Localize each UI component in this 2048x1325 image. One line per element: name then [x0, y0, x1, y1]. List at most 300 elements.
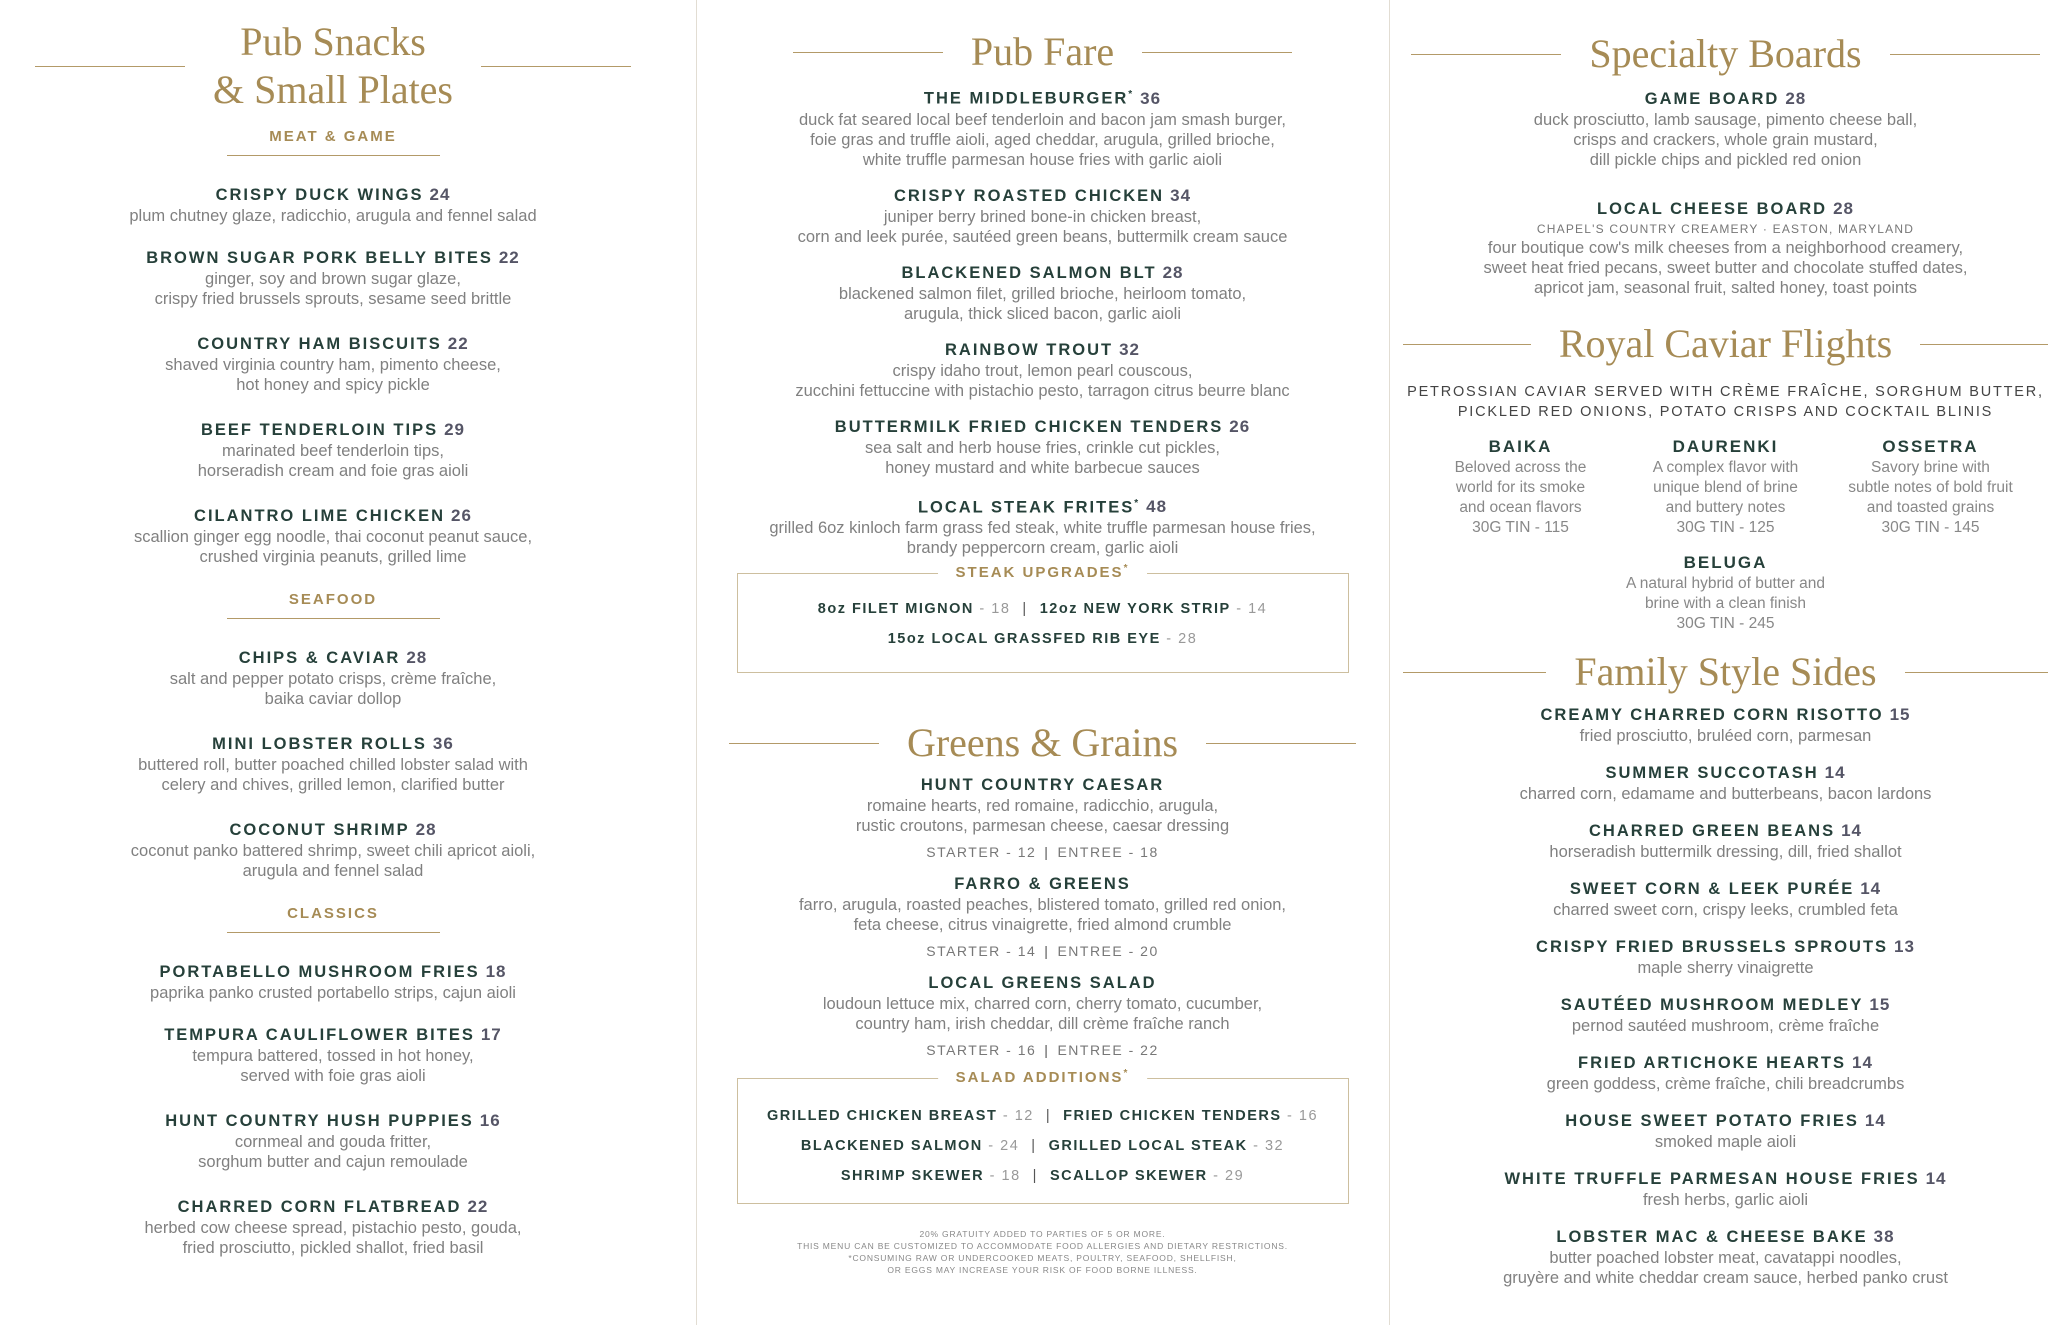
menu-item [696, 84, 1389, 170]
item-name-row [1403, 1110, 2048, 1132]
item-description: country ham, irish cheddar, dill crème fraîche ranch [855, 1015, 1230, 1033]
item-description: foie gras and truffle aioli, aged cheddar, arugula, grilled brioche, [810, 130, 1275, 149]
heading-rule [1403, 672, 1546, 673]
item-price: 17 [480, 1025, 502, 1044]
item-price: 28 [406, 648, 428, 667]
caviar-flight [1623, 436, 1828, 538]
item-price: 14 [1824, 763, 1846, 782]
caviar-price: 30G TIN - 125 [1676, 519, 1775, 536]
steak-upgrades-row [738, 594, 1348, 624]
item-name: CRISPY DUCK WINGS [215, 186, 424, 204]
item-description: fried prosciutto, bruléed corn, parmesan [1579, 727, 1872, 745]
addon-name: GRILLED LOCAL STEAK [1048, 1138, 1248, 1154]
item-price: 26 [1229, 416, 1251, 436]
item-name: SUMMER SUCCOTASH [1605, 764, 1819, 782]
item-description: horseradish cream and foie gras aioli [197, 462, 469, 480]
caviar-description: and toasted grains [1866, 499, 1995, 516]
salad-additions-label-text: SALAD ADDITIONS [955, 1069, 1124, 1086]
menu-item [1403, 820, 2048, 862]
item-name-row [696, 775, 1389, 796]
steak-upgrades [737, 563, 1349, 673]
specialty-boards-heading [1403, 30, 2048, 78]
item-description: green goddess, crème fraîche, chili breadcrumbs [1546, 1075, 1905, 1093]
item-description: herbed cow cheese spread, pistachio pesto, gouda, [144, 1219, 522, 1237]
item-name-row [696, 185, 1389, 207]
item-description: zucchini fettuccine with pistachio pesto, tarragon citrus beurre blanc [795, 381, 1290, 400]
royal-caviar-heading [1403, 320, 2048, 368]
item-price: 28 [1785, 89, 1807, 108]
item-name-row [1403, 878, 2048, 900]
item-description: marinated beef tenderloin tips, [222, 442, 444, 460]
separator: | [1044, 943, 1050, 959]
item-name: LOCAL GREENS SALAD [928, 974, 1157, 992]
item-name-row [0, 184, 666, 206]
menu-item [0, 1110, 666, 1172]
menu-item [0, 333, 666, 395]
menu-item [1403, 762, 2048, 804]
menu-item [1403, 198, 2048, 298]
item-description: juniper berry brined bone-in chicken breast, [883, 207, 1202, 226]
item-price: 14 [1841, 821, 1863, 840]
heading-rule [481, 66, 631, 67]
dash: - [1230, 601, 1249, 617]
item-name-row [1403, 994, 2048, 1016]
starter-entree-prices [696, 844, 1389, 860]
dash: - [1281, 1108, 1299, 1124]
pub-fare-title: Pub Fare [970, 29, 1115, 74]
item-description: charred corn, edamame and butterbeans, bacon lardons [1519, 785, 1932, 803]
entree-price: ENTREE - 18 [1057, 844, 1159, 860]
menu-item [696, 339, 1389, 401]
starter-price: STARTER - 14 [926, 943, 1037, 959]
item-price: 13 [1894, 937, 1915, 956]
item-description: white truffle parmesan house fries with garlic aioli [862, 150, 1223, 169]
item-name-row [1403, 198, 2048, 220]
steak-upgrades-row [738, 624, 1348, 654]
dash: - [984, 1168, 1002, 1184]
item-name: CILANTRO LIME CHICKEN [194, 507, 446, 525]
item-price: 29 [444, 420, 466, 439]
caviar-name: DAURENKI [1672, 437, 1779, 456]
item-description: baika caviar dollop [264, 690, 402, 708]
item-description: served with foie gras aioli [240, 1067, 426, 1085]
item-name-row [696, 339, 1389, 361]
item-description: dill pickle chips and pickled red onion [1589, 151, 1862, 169]
steak-upgrades-list [738, 574, 1348, 654]
starter-entree-prices [696, 1042, 1389, 1058]
category-label: CLASSICS [287, 905, 379, 922]
category-header [0, 591, 666, 619]
caviar-row [1403, 552, 2048, 634]
item-name: CHIPS & CAVIAR [238, 649, 401, 667]
item-description: charred sweet corn, crispy leeks, crumbled feta [1553, 901, 1898, 919]
menu-item [0, 419, 666, 481]
starter-price: STARTER - 16 [926, 1042, 1037, 1058]
caviar-price: 30G TIN - 115 [1472, 519, 1569, 536]
family-sides-heading [1403, 648, 2048, 696]
salad-additions-row [738, 1161, 1348, 1191]
item-name-row [0, 333, 666, 355]
pub-fare-heading [696, 28, 1389, 76]
asterisk-mark: * [1128, 89, 1135, 100]
heading-rule [1890, 54, 2040, 55]
caviar-description: A complex flavor with [1652, 459, 1799, 476]
item-name: SAUTÉED MUSHROOM MEDLEY [1560, 996, 1864, 1014]
menu-item [1403, 994, 2048, 1036]
category-underline [227, 932, 440, 933]
asterisk-mark: * [1134, 497, 1141, 509]
category-underline [227, 618, 440, 619]
item-price: 36 [1140, 88, 1162, 108]
item-name: CRISPY ROASTED CHICKEN [893, 186, 1165, 205]
footer-note: 20% GRATUITY ADDED TO PARTIES OF 5 OR MORE. [919, 1229, 1166, 1239]
item-name: FARRO & GREENS [954, 875, 1131, 893]
asterisk-mark: * [1123, 563, 1130, 574]
menu-item [696, 416, 1389, 478]
item-name-row [1403, 704, 2048, 726]
caviar-description: brine with a clean finish [1644, 595, 1807, 612]
pub-snacks-heading [0, 18, 666, 114]
caviar-price: 30G TIN - 145 [1881, 519, 1980, 536]
specialty-boards-title: Specialty Boards [1589, 31, 1862, 76]
menu-item [0, 1024, 666, 1086]
category-header [0, 128, 666, 156]
separator: | [1044, 844, 1050, 860]
item-name-row [696, 874, 1389, 895]
item-price: 48 [1146, 497, 1168, 516]
item-description: celery and chives, grilled lemon, clarified butter [161, 776, 505, 794]
addon-name: SCALLOP SKEWER [1049, 1168, 1208, 1184]
item-price: 14 [1864, 1111, 1886, 1130]
item-description: sea salt and herb house fries, crinkle cut pickles, [865, 438, 1220, 457]
item-name: HUNT COUNTRY CAESAR [920, 776, 1165, 794]
item-description: brandy peppercorn cream, garlic aioli [906, 539, 1179, 557]
footer-note: *CONSUMING RAW OR UNDERCOOKED MEATS, POULTRY, SEAFOOD, SHELLFISH, [848, 1253, 1237, 1263]
item-price: 14 [1860, 879, 1882, 898]
steak-upgrades-label [938, 563, 1148, 581]
caviar-flight [1828, 436, 2033, 538]
salad-additions [737, 1068, 1349, 1204]
caviar-name: BAIKA [1488, 437, 1553, 456]
caviar-description: and ocean flavors [1459, 499, 1582, 516]
item-description: crushed virginia peanuts, grilled lime [199, 548, 467, 566]
item-subtitle: CHAPEL'S COUNTRY CREAMERY · EASTON, MARYLAND [1536, 222, 1915, 236]
addon-price: 28 [1178, 631, 1198, 647]
item-name-row [1403, 88, 2048, 110]
steak-upgrades-label-text: STEAK UPGRADES [955, 564, 1124, 581]
caviar-description: world for its smoke [1455, 479, 1586, 496]
item-name-row [0, 819, 666, 841]
separator: | [1032, 1168, 1038, 1184]
column-divider [1389, 0, 1390, 1325]
item-name: LOCAL CHEESE BOARD [1597, 200, 1828, 218]
item-description: duck prosciutto, lamb sausage, pimento cheese ball, [1533, 111, 1918, 129]
caviar-row [1403, 436, 2048, 538]
footer-note: OR EGGS MAY INCREASE YOUR RISK OF FOOD BORNE ILLNESS. [887, 1265, 1198, 1275]
item-name-row [0, 1024, 666, 1046]
caviar-price: 30G TIN - 245 [1676, 615, 1775, 632]
item-name-row [696, 84, 1389, 110]
starter-price: STARTER - 12 [926, 844, 1037, 860]
menu-item [1403, 1168, 2048, 1210]
dash: - [997, 1108, 1015, 1124]
salad-additions-list [738, 1079, 1348, 1191]
item-name-row [0, 961, 666, 983]
addon-name: GRILLED CHICKEN BREAST [766, 1108, 998, 1124]
item-price: 15 [1889, 705, 1911, 724]
caviar-description: A natural hybrid of butter and [1625, 575, 1826, 592]
item-description: cornmeal and gouda fritter, [234, 1133, 432, 1151]
item-description: ginger, soy and brown sugar glaze, [205, 270, 461, 288]
menu-item [1403, 1226, 2048, 1288]
item-name-row [0, 247, 666, 269]
menu-item [696, 262, 1389, 324]
item-description: arugula and fennel salad [242, 862, 424, 880]
dash: - [982, 1138, 1001, 1154]
item-name-row [1403, 1226, 2048, 1248]
item-price: 28 [415, 820, 437, 839]
item-description: fresh herbs, garlic aioli [1642, 1191, 1809, 1209]
caviar-flight [1418, 436, 1623, 538]
item-name-row [1403, 1052, 2048, 1074]
addon-name: 15oz LOCAL GRASSFED RIB EYE [887, 631, 1161, 647]
menu-item [1403, 704, 2048, 746]
item-name: THE MIDDLEBURGER [923, 89, 1129, 108]
item-description: crispy idaho trout, lemon pearl couscous, [892, 361, 1193, 380]
heading-rule [793, 52, 943, 53]
item-description: butter poached lobster meat, cavatappi noodles, [1549, 1249, 1902, 1267]
heading-rule [1403, 344, 1531, 345]
separator: | [1044, 1042, 1050, 1058]
salad-additions-row [738, 1101, 1348, 1131]
category-underline [227, 155, 440, 156]
item-description: salt and pepper potato crisps, crème fraîche, [169, 670, 497, 688]
separator: | [1022, 601, 1028, 617]
item-name-row [1403, 1168, 2048, 1190]
caviar-description: unique blend of brine [1653, 479, 1798, 496]
item-name: CHARRED GREEN BEANS [1588, 822, 1836, 840]
item-description: gruyère and white cheddar cream sauce, herbed panko crust [1503, 1269, 1948, 1287]
item-name: TEMPURA CAULIFLOWER BITES [164, 1026, 475, 1044]
addon-name: SHRIMP SKEWER [840, 1168, 985, 1184]
caviar-intro-line: PETROSSIAN CAVIAR SERVED WITH CRÈME FRAÎCHE, SORGHUM BUTTER, [1407, 384, 2044, 400]
item-description: paprika panko crusted portabello strips, cajun aioli [150, 984, 516, 1002]
item-description: farro, arugula, roasted peaches, blistered tomato, grilled red onion, [798, 896, 1287, 914]
category-label: MEAT & GAME [269, 128, 397, 145]
footer-notes [696, 1228, 1389, 1276]
item-price: 36 [432, 734, 454, 753]
entree-price: ENTREE - 20 [1057, 943, 1159, 959]
addon-price: 24 [1000, 1138, 1020, 1154]
item-price: 22 [467, 1197, 489, 1216]
family-sides-title: Family Style Sides [1574, 649, 1877, 694]
heading-rule [1920, 344, 2048, 345]
menu-item [1403, 88, 2048, 170]
item-name: CRISPY FRIED BRUSSELS SPROUTS [1536, 938, 1889, 956]
menu-item [696, 874, 1389, 959]
item-name-row [696, 493, 1389, 519]
heading-rule [1206, 743, 1356, 744]
pub-fare-column [696, 0, 1389, 1325]
item-description: scallion ginger egg noodle, thai coconut peanut sauce, [133, 528, 533, 546]
category-label: SEAFOOD [288, 591, 378, 608]
item-price: 18 [485, 962, 507, 981]
caviar-description: Savory brine with [1871, 459, 1990, 476]
menu-item [0, 247, 666, 309]
item-name-row [696, 262, 1389, 284]
pub-snacks-column [0, 0, 666, 1325]
item-description: loudoun lettuce mix, charred corn, cherry tomato, cucumber, [822, 995, 1263, 1013]
category-header [0, 905, 666, 933]
item-description: duck fat seared local beef tenderloin and bacon jam smash burger, [798, 110, 1287, 129]
menu-item [0, 733, 666, 795]
item-name: HOUSE SWEET POTATO FRIES [1565, 1112, 1859, 1130]
heading-rule [1142, 52, 1292, 53]
item-name: PORTABELLO MUSHROOM FRIES [159, 963, 480, 981]
addon-price: 18 [991, 601, 1011, 617]
item-description: apricot jam, seasonal fruit, salted honey, toast points [1533, 279, 1918, 297]
addon-name: 12oz NEW YORK STRIP [1039, 601, 1231, 617]
addon-price: 14 [1248, 601, 1268, 617]
dash: - [1247, 1138, 1265, 1154]
addon-price: 16 [1298, 1108, 1319, 1124]
item-name: RAINBOW TROUT [945, 340, 1114, 359]
royal-caviar-title: Royal Caviar Flights [1558, 321, 1893, 366]
menu-item [696, 775, 1389, 860]
item-price: 24 [429, 185, 451, 204]
item-name: BEEF TENDERLOIN TIPS [200, 421, 439, 439]
greens-grains-title: Greens & Grains [906, 720, 1179, 765]
menu-item [0, 819, 666, 881]
item-name: BROWN SUGAR PORK BELLY BITES [146, 249, 493, 267]
addon-name: FRIED CHICKEN TENDERS [1063, 1108, 1282, 1124]
item-name: COUNTRY HAM BISCUITS [197, 335, 442, 353]
item-name-row [0, 1196, 666, 1218]
menu-item [0, 961, 666, 1003]
item-name: LOBSTER MAC & CHEESE BAKE [1556, 1228, 1868, 1246]
item-name: WHITE TRUFFLE PARMESAN HOUSE FRIES [1504, 1170, 1920, 1188]
item-name: GAME BOARD [1644, 90, 1780, 108]
menu-item [0, 184, 666, 226]
starter-entree-prices [696, 943, 1389, 959]
caviar-description: and buttery notes [1665, 499, 1786, 516]
item-price: 38 [1873, 1227, 1895, 1246]
item-description: fried prosciutto, pickled shallot, fried basil [182, 1239, 484, 1257]
item-description: coconut panko battered shrimp, sweet chili apricot aioli, [130, 842, 536, 860]
item-description: smoked maple aioli [1654, 1133, 1797, 1151]
pub-snacks-title-line: & Small Plates [213, 67, 453, 112]
item-description: sweet heat fried pecans, sweet butter and chocolate stuffed dates, [1483, 259, 1968, 277]
item-price: 22 [447, 334, 469, 353]
item-description: shaved virginia country ham, pimento cheese, [165, 356, 501, 374]
addon-name: BLACKENED SALMON [800, 1138, 983, 1154]
item-description: buttered roll, butter poached chilled lobster salad with [138, 756, 528, 774]
menu-item [1403, 936, 2048, 978]
menu-item [696, 973, 1389, 1058]
item-price: 16 [479, 1111, 501, 1130]
separator: | [1045, 1108, 1052, 1124]
addon-price: 18 [1001, 1168, 1021, 1184]
dash: - [1160, 631, 1179, 647]
menu-item [696, 493, 1389, 559]
menu-item [0, 647, 666, 709]
item-name: BUTTERMILK FRIED CHICKEN TENDERS [834, 417, 1224, 436]
item-name-row [696, 416, 1389, 438]
item-price: 32 [1119, 339, 1140, 359]
item-description: four boutique cow's milk cheeses from a neighborhood creamery, [1487, 239, 1964, 257]
item-price: 28 [1833, 199, 1854, 218]
caviar-intro [1403, 382, 2048, 422]
caviar-intro-line: PICKLED RED ONIONS, POTATO CRISPS AND COCKTAIL BLINIS [1457, 404, 1994, 420]
item-description: plum chutney glaze, radicchio, arugula and fennel salad [129, 207, 537, 225]
menu-item [0, 1196, 666, 1258]
item-name-row [0, 733, 666, 755]
item-name: FRIED ARTICHOKE HEARTS [1578, 1054, 1847, 1072]
caviar-name: BELUGA [1683, 553, 1768, 572]
greens-grains-heading [696, 719, 1389, 767]
item-name-row [0, 419, 666, 441]
addon-price: 32 [1264, 1138, 1285, 1154]
item-description: grilled 6oz kinloch farm grass fed steak, white truffle parmesan house fries, [769, 519, 1316, 537]
item-name: CHARRED CORN FLATBREAD [177, 1198, 462, 1216]
item-price: 28 [1162, 262, 1184, 282]
item-name: SWEET CORN & LEEK PURÉE [1569, 880, 1855, 898]
item-description: horseradish buttermilk dressing, dill, fried shallot [1549, 843, 1902, 861]
item-name-row [1403, 762, 2048, 784]
item-description: crispy fried brussels sprouts, sesame seed brittle [154, 290, 512, 308]
heading-rule [729, 743, 879, 744]
entree-price: ENTREE - 22 [1057, 1042, 1159, 1058]
item-description: rustic croutons, parmesan cheese, caesar dressing [855, 817, 1230, 835]
heading-rule [35, 66, 185, 67]
item-name-row [0, 505, 666, 527]
item-price: 26 [451, 506, 472, 525]
pub-snacks-title [213, 18, 453, 114]
menu-item [696, 185, 1389, 247]
item-name: MINI LOBSTER ROLLS [212, 735, 427, 753]
addon-price: 12 [1014, 1108, 1034, 1124]
item-description: honey mustard and white barbecue sauces [885, 458, 1200, 477]
heading-rule [1411, 54, 1561, 55]
caviar-name: OSSETRA [1882, 437, 1979, 456]
item-description: hot honey and spicy pickle [236, 376, 430, 394]
menu-item [0, 505, 666, 567]
item-name: COCONUT SHRIMP [229, 821, 410, 839]
item-name: LOCAL STEAK FRITES [917, 498, 1135, 516]
item-description: tempura battered, tossed in hot honey, [192, 1047, 474, 1065]
item-description: maple sherry vinaigrette [1637, 959, 1814, 977]
item-name-row [696, 973, 1389, 994]
item-description: crisps and crackers, whole grain mustard, [1573, 131, 1878, 149]
menu-item [1403, 878, 2048, 920]
salad-additions-row [738, 1131, 1348, 1161]
item-name-row [0, 1110, 666, 1132]
item-price: 15 [1869, 995, 1891, 1014]
specialty-column [1403, 0, 2048, 1325]
item-description: sorghum butter and cajun remoulade [198, 1153, 468, 1171]
item-description: blackened salmon filet, grilled brioche, heirloom tomato, [838, 284, 1247, 303]
item-name: CREAMY CHARRED CORN RISOTTO [1540, 706, 1884, 724]
item-name-row [1403, 820, 2048, 842]
addon-name: 8oz FILET MIGNON [817, 601, 974, 617]
menu-item [1403, 1110, 2048, 1152]
dash: - [973, 601, 992, 617]
item-description: corn and leek purée, sautéed green beans, buttermilk cream sauce [797, 227, 1288, 246]
pub-snacks-title-line: Pub Snacks [240, 19, 426, 64]
salad-additions-label [938, 1068, 1148, 1086]
item-name-row [0, 647, 666, 669]
item-price: 14 [1852, 1053, 1873, 1072]
